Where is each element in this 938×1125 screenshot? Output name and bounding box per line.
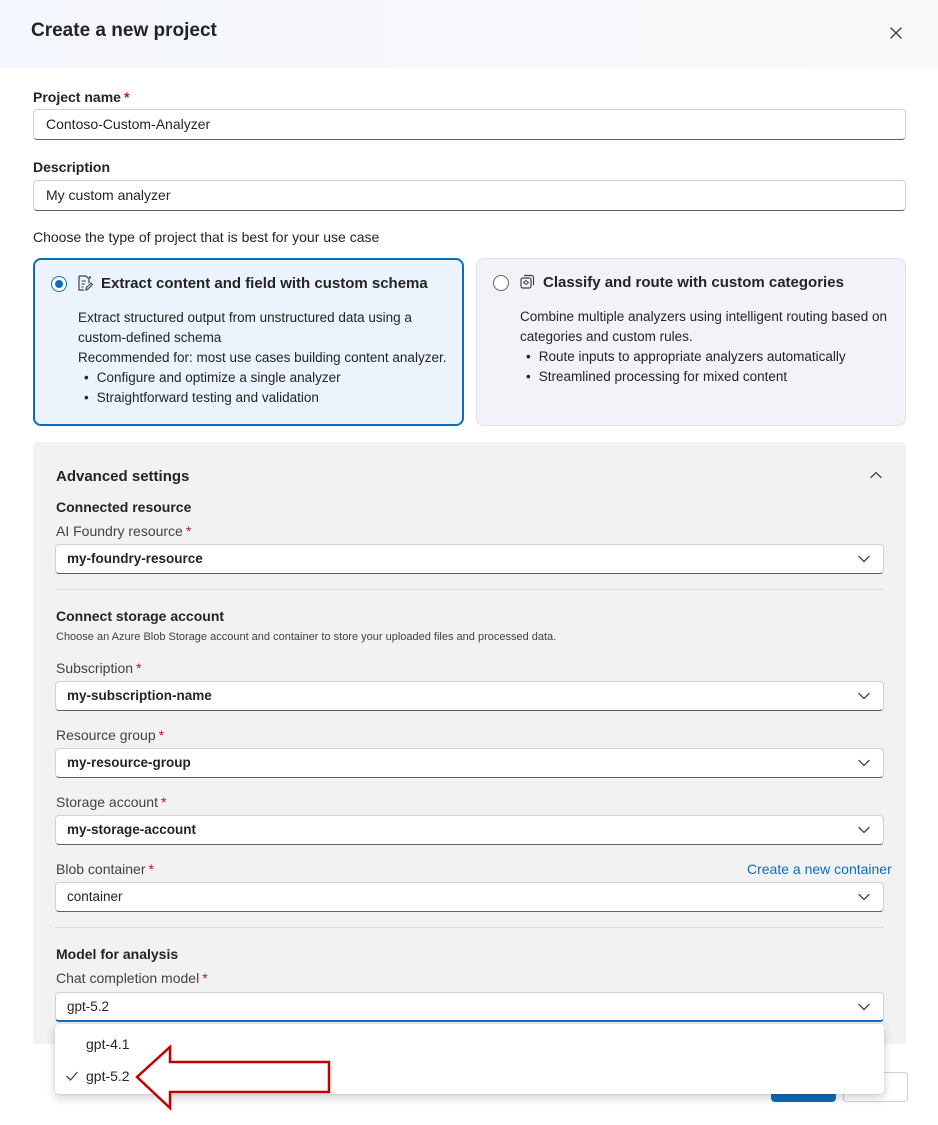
resource-group-select[interactable] [55,748,884,778]
blob-container-select[interactable] [55,882,884,912]
chevron-down-icon [857,824,871,836]
select-value: container [67,889,123,904]
card-recommendation: Recommended for: most use cases building content analyzer. [78,350,447,365]
select-value: my-subscription-name [67,688,212,703]
project-type-card-classify[interactable] [476,258,906,426]
close-icon [885,22,907,44]
checkmark-icon [65,1069,79,1083]
list-item: • Configure and optimize a single analyzer [84,368,458,388]
advanced-settings-panel [33,442,906,1044]
radio-classify[interactable] [493,275,509,291]
card-title-classify: Classify and route with custom categories [543,274,844,291]
required-mark: * [158,727,165,743]
select-value: my-resource-group [67,755,191,770]
classify-route-icon [518,273,536,291]
option-label: gpt-5.2 [86,1068,130,1084]
option-label: gpt-4.1 [86,1036,130,1052]
storage-description: Choose an Azure Blob Storage account and container to store your uploaded files and processed data. [56,631,557,643]
subscription-select[interactable] [55,681,884,711]
description-label: Description [33,159,111,175]
list-item: • Streamlined processing for mixed content [526,367,900,387]
card-desc: Combine multiple analyzers using intelligent routing based on categories and custom rules. [520,309,887,344]
required-mark: * [136,660,142,676]
card-body-classify [520,307,900,387]
select-value: my-storage-account [67,822,197,837]
required-mark: * [123,89,130,105]
close-button[interactable] [885,22,907,44]
chat-model-label: Chat completion model * [56,970,208,986]
blob-container-label: Blob container * [56,861,154,877]
project-name-input[interactable]: Contoso-Custom-Analyzer [33,109,906,140]
storage-heading: Connect storage account [56,608,225,624]
chat-model-select[interactable] [55,992,884,1022]
storage-account-select[interactable] [55,815,884,845]
project-type-prompt: Choose the type of project that is best for your use case [33,229,380,245]
document-edit-icon [76,274,94,292]
advanced-settings-title[interactable]: Advanced settings [56,468,190,485]
chevron-down-icon [857,553,871,565]
required-mark: * [185,523,192,539]
create-container-link[interactable]: Create a new container [747,861,892,877]
card-body-extract [78,308,458,408]
project-name-label: Project name * [33,89,130,105]
radio-extract[interactable] [51,276,67,292]
project-type-card-extract[interactable] [33,258,464,426]
chevron-down-icon [857,690,871,702]
list-item: • Route inputs to appropriate analyzers automatically [526,347,900,367]
list-item: • Straightforward testing and validation [84,388,458,408]
foundry-resource-label: AI Foundry resource * [56,523,192,539]
divider [55,927,884,928]
card-title-extract: Extract content and field with custom schema [101,275,428,292]
annotation-arrow-icon [134,1044,334,1114]
chevron-down-icon [857,757,871,769]
dialog-header [0,0,938,68]
select-value: my-foundry-resource [67,551,203,566]
required-mark: * [202,970,208,986]
required-mark: * [160,794,167,810]
model-heading: Model for analysis [56,946,179,962]
divider [55,589,884,590]
chevron-down-icon [857,891,871,903]
subscription-label: Subscription * [56,660,142,676]
required-mark: * [148,861,154,877]
chevron-down-icon [857,1001,871,1013]
storage-account-label: Storage account * [56,794,167,810]
select-value: gpt-5.2 [67,999,110,1014]
foundry-resource-select[interactable] [55,544,884,574]
card-desc: Extract structured output from unstructured data using a custom-defined schema [78,310,412,345]
resource-group-label: Resource group * [56,727,165,743]
dialog-title: Create a new project [31,20,217,41]
description-input[interactable]: My custom analyzer [33,180,906,211]
chevron-up-icon[interactable] [868,467,884,483]
connected-resource-heading: Connected resource [56,499,192,515]
